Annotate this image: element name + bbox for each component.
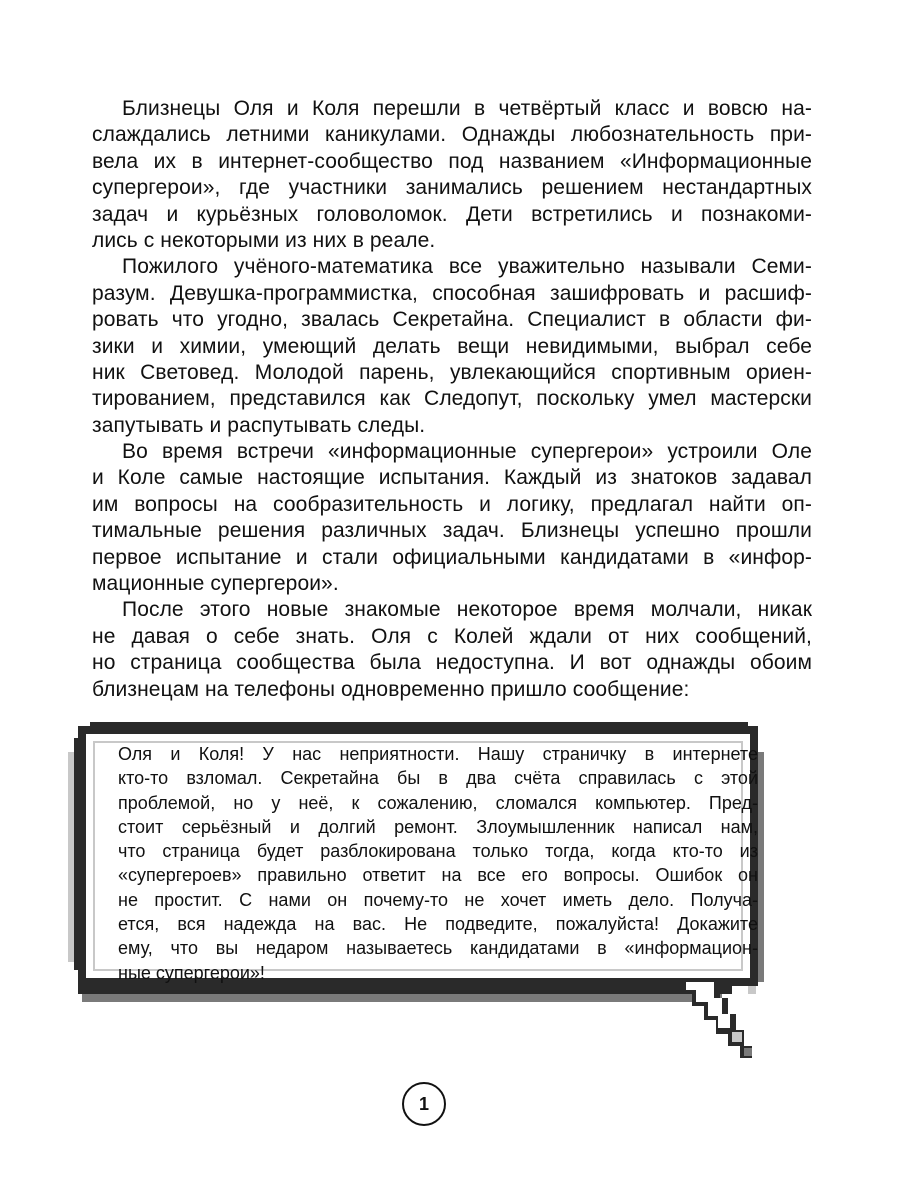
message-text bbox=[118, 742, 758, 985]
message-line: не простит. С нами он почему-то не хочет иметь дело. Получа- bbox=[118, 889, 758, 910]
story-line: вела их в интернет-сообщество под названием «Информационные bbox=[92, 149, 812, 173]
story-line: слаждались летними каникулами. Однажды любознательность при- bbox=[92, 123, 812, 147]
story-line: разум. Девушка-программистка, способная зашифровать и расшиф- bbox=[92, 281, 812, 305]
message-line: ные супергерои»! bbox=[118, 962, 265, 983]
story-text bbox=[92, 96, 812, 703]
message-line: проблемой, но у неё, к сожалению, сломался компьютер. Пред- bbox=[118, 792, 758, 813]
story-line: супергерои», где участники занимались решением нестандартных bbox=[92, 176, 812, 200]
story-line: Пожилого учёного-математика все уважительно называли Семи- bbox=[122, 255, 812, 279]
page-number: 1 bbox=[402, 1082, 446, 1126]
message-line: стоит серьёзный и долгий ремонт. Злоумышленник написал нам, bbox=[118, 816, 758, 837]
story-line: близнецам на телефоны одновременно пришло сообщение: bbox=[92, 677, 690, 701]
story-line: После этого новые знакомые некоторое время молчали, никак bbox=[122, 598, 812, 622]
story-line: Близнецы Оля и Коля перешли в четвёртый класс и вовсю на- bbox=[122, 97, 812, 120]
story-line: мационные супергерои». bbox=[92, 572, 339, 596]
message-line: «супергероев» правильно ответит на все его вопросы. Ошибок он bbox=[118, 865, 758, 886]
story-line: и Коле самые настоящие испытания. Каждый из знатоков задавал bbox=[92, 466, 812, 490]
story-line: но страница сообщества была недоступна. И вот однажды обоим bbox=[92, 651, 812, 675]
story-line: ровать что угодно, звалась Секретайна. Специалист в области фи- bbox=[92, 308, 812, 332]
story-line: задач и курьёзных головоломок. Дети встретились и познакоми- bbox=[92, 202, 812, 226]
story-line: лись с некоторыми из них в реале. bbox=[92, 228, 436, 252]
message-line: что страница будет разблокирована только тогда, когда кто-то из bbox=[118, 841, 758, 862]
message-line: ется, вся надежда на вас. Не подведите, пожалуйста! Докажите bbox=[118, 914, 758, 935]
story-line: зики и химии, умеющий делать вещи невидимыми, выбрал себе bbox=[92, 334, 812, 358]
story-line: тированием, представился как Следопут, поскольку умел мастерски bbox=[92, 387, 812, 411]
story-line: им вопросы на сообразительность и логику, предлагал найти оп- bbox=[92, 492, 812, 516]
story-line: Во время встречи «информационные супергерои» устроили Оле bbox=[122, 440, 812, 464]
story-line: ник Световед. Молодой парень, увлекающийся спортивным ориен- bbox=[92, 360, 812, 384]
story-line: первое испытание и стали официальными кандидатами в «инфор- bbox=[92, 545, 812, 569]
story-line: не давая о себе знать. Оля с Колей ждали от них сообщений, bbox=[92, 624, 812, 648]
story-line: запутывать и распутывать следы. bbox=[92, 413, 426, 437]
message-line: ему, что вы недаром называетесь кандидатами в «информацион- bbox=[118, 938, 758, 959]
message-line: кто-то взломал. Секретайна бы в два счёта справилась с этой bbox=[118, 768, 758, 789]
story-line: тимальные решения различных задач. Близнецы успешно прошли bbox=[92, 519, 812, 543]
message-line: Оля и Коля! У нас неприятности. Нашу страничку в интернете bbox=[118, 744, 758, 764]
